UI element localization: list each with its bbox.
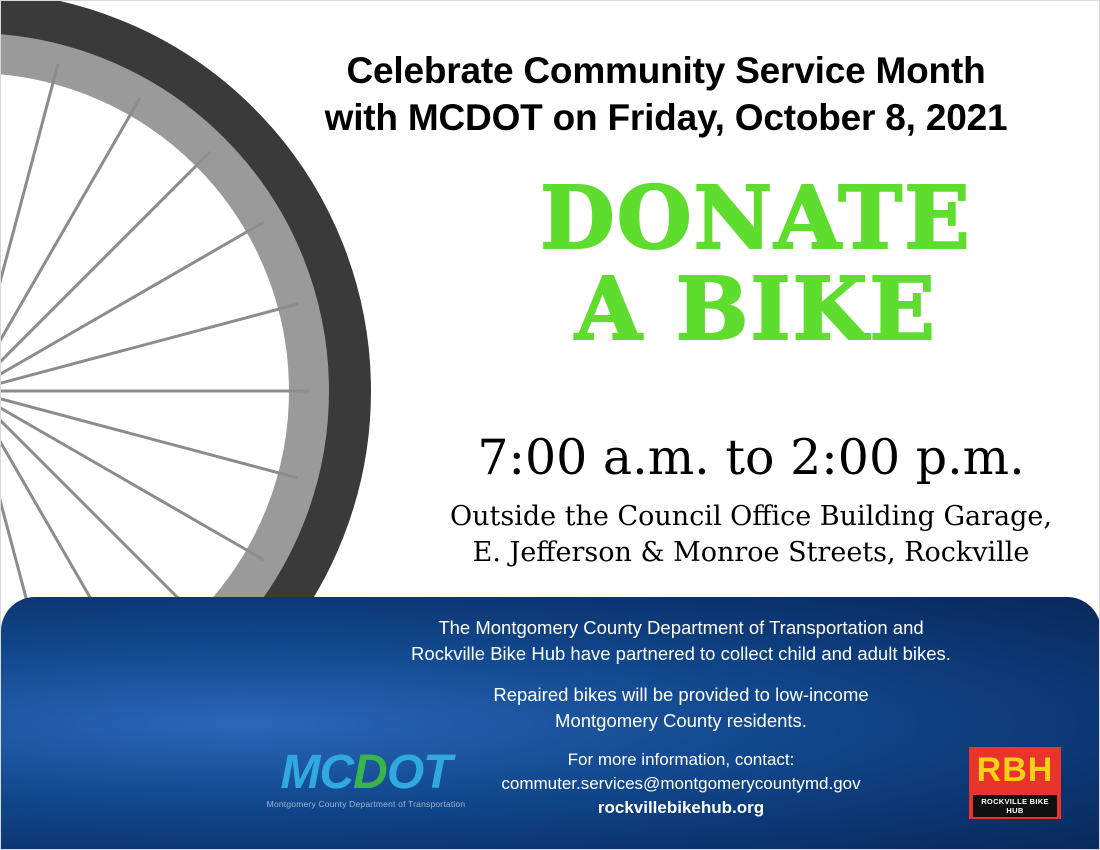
panel-paragraph-repaired-bikes [401,682,961,735]
panel-paragraph-1-line-1: The Montgomery County Department of Transportation and [438,617,924,638]
panel-contact-block [401,748,961,820]
rockville-bike-hub-logo [969,747,1061,819]
event-time: 7:00 a.m. to 2:00 p.m. [477,429,1025,486]
rbh-name: ROCKVILLE BIKE HUB [973,795,1057,817]
panel-paragraph-partnership [401,615,961,668]
rbh-initials: RBH [976,751,1054,789]
panel-paragraph-2-line-2: Montgomery County residents. [555,709,807,731]
location-line-2: E. Jefferson & Monroe Streets, Rockville [472,537,1030,569]
contact-website[interactable]: rockvillebikehub.org [597,798,765,818]
contact-intro: For more information, contact: [567,750,795,770]
page-title [251,47,1081,142]
info-panel-text [401,615,961,834]
panel-paragraph-2-line-1: Repaired bikes will be provided to low-income [493,683,869,705]
headline-line-2: with MCDOT on Friday, October 8, 2021 [324,97,1008,139]
panel-paragraph-1-line-2: Rockville Bike Hub have partnered to collect child and adult bikes. [411,643,951,665]
contact-email[interactable]: commuter.services@montgomerycountymd.gov [501,774,861,794]
donate-a-bike-heading [431,168,1081,361]
mcdot-wordmark-mc: MC [280,746,354,799]
headline-line-1: Celebrate Community Service Month [346,50,986,91]
location-line-1: Outside the Council Office Building Garage, [449,501,1052,532]
info-panel [1,597,1100,850]
mcdot-wordmark [251,746,481,799]
a-bike-word: A BIKE [575,259,937,361]
mcdot-tagline: Montgomery County Department of Transportation [266,799,466,809]
mcdot-wordmark-ot: OT [386,746,452,799]
donate-word: DONATE [540,168,972,269]
event-location [421,499,1081,572]
mcdot-logo [251,746,481,809]
mcdot-wordmark-d: D [353,746,387,799]
